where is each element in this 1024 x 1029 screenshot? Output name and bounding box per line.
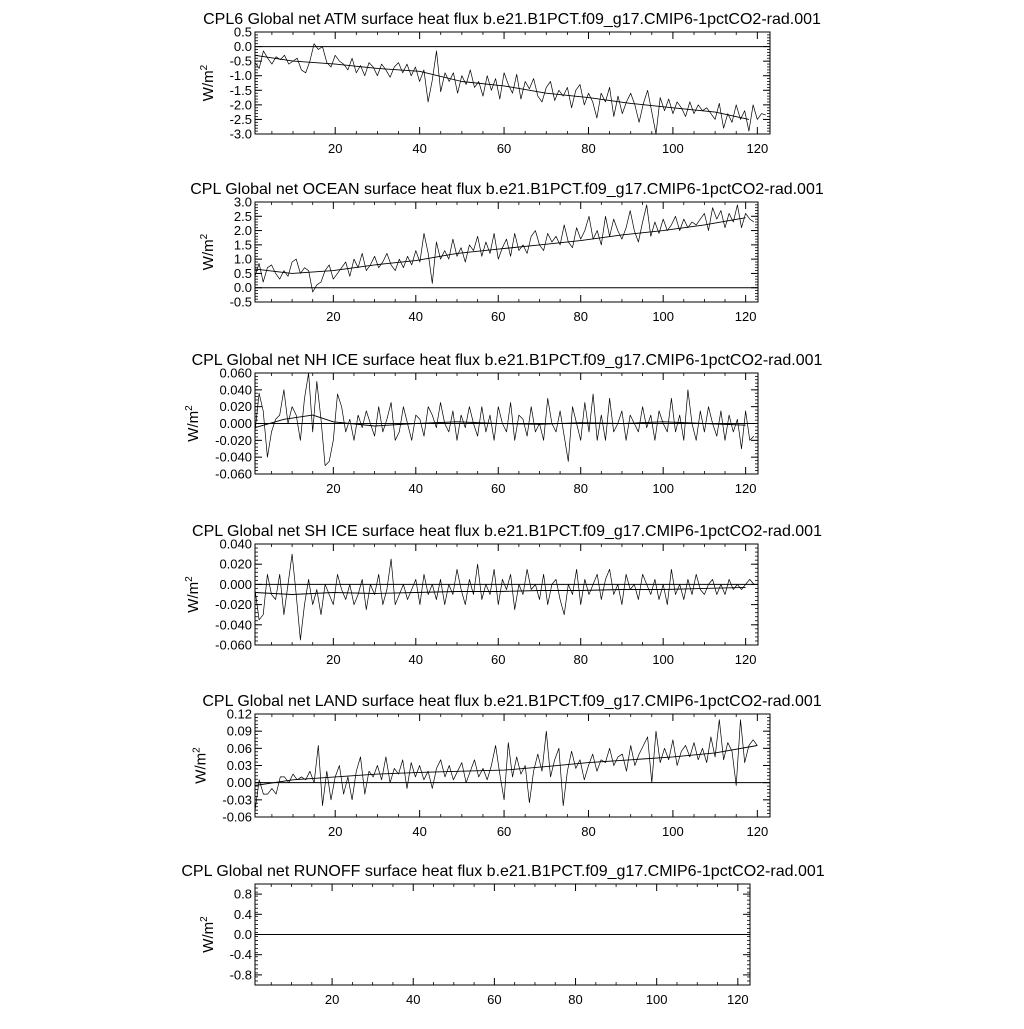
x-tick-label: 20 bbox=[324, 992, 340, 1007]
y-tick-label: -0.020 bbox=[215, 432, 252, 448]
x-tick-label: 120 bbox=[726, 992, 749, 1007]
panel-1 bbox=[199, 11, 821, 156]
x-tick-label: 60 bbox=[491, 481, 506, 496]
y-tick-label: -0.040 bbox=[215, 449, 252, 465]
y-tick-label: 1.0 bbox=[233, 251, 252, 267]
x-tick-label: 80 bbox=[573, 481, 588, 496]
running-mean-line bbox=[255, 218, 746, 274]
y-tick-label: 0.03 bbox=[226, 758, 252, 773]
y-tick-label: 0.8 bbox=[233, 886, 252, 902]
y-tick-label: 2.0 bbox=[233, 223, 252, 239]
x-tick-label: 100 bbox=[652, 481, 675, 496]
x-tick-label: 20 bbox=[326, 652, 341, 667]
y-tick-label: 0.0 bbox=[233, 280, 252, 296]
plot-frame bbox=[255, 32, 770, 134]
x-tick-label: 100 bbox=[662, 824, 684, 839]
y-tick-label: 3.0 bbox=[233, 194, 252, 210]
y-tick-label: -1.0 bbox=[229, 68, 252, 84]
x-tick-label: 120 bbox=[734, 481, 757, 496]
y-tick-label: 0.000 bbox=[219, 576, 252, 592]
panel-title: CPL6 Global net ATM surface heat flux b.e21.B1PCT.f09_g17.CMIP6-1pctCO2-rad.001 bbox=[203, 11, 821, 28]
x-tick-label: 40 bbox=[408, 481, 424, 496]
panel-title: CPL Global net OCEAN surface heat flux b.e21.B1PCT.f09_g17.CMIP6-1pctCO2-rad.001 bbox=[190, 181, 824, 198]
annual-series-line bbox=[255, 373, 754, 466]
x-tick-label: 20 bbox=[326, 309, 341, 324]
panel-title: CPL Global net RUNOFF surface heat flux b.e21.B1PCT.f09_g17.CMIP6-1pctCO2-rad.001 bbox=[181, 863, 825, 880]
y-axis-label-text: W/m bbox=[192, 752, 210, 784]
y-axis-label-superscript: 2 bbox=[199, 233, 210, 240]
y-axis-label bbox=[199, 916, 217, 953]
y-tick-label: -0.060 bbox=[215, 466, 252, 482]
x-tick-label: 40 bbox=[408, 309, 424, 324]
x-tick-label: 80 bbox=[568, 992, 583, 1007]
y-tick-label: 0.06 bbox=[226, 740, 252, 756]
x-tick-label: 100 bbox=[645, 992, 668, 1007]
x-tick-label: 80 bbox=[573, 309, 588, 324]
x-tick-label: 40 bbox=[412, 824, 427, 839]
annual-series-line bbox=[255, 554, 754, 640]
panel-5 bbox=[192, 693, 822, 839]
y-tick-label: -2.5 bbox=[229, 111, 252, 127]
x-tick-label: 120 bbox=[746, 141, 769, 156]
annual-series-line bbox=[255, 720, 757, 812]
panel-2 bbox=[190, 181, 824, 324]
x-tick-label: 20 bbox=[327, 141, 343, 156]
running-mean-line bbox=[255, 415, 746, 428]
y-axis-label bbox=[199, 233, 217, 270]
y-tick-label: -0.040 bbox=[215, 617, 252, 633]
y-axis-label bbox=[184, 405, 202, 442]
panel-4 bbox=[184, 523, 822, 667]
y-tick-label: 0.00 bbox=[226, 775, 252, 791]
y-tick-label: 0.5 bbox=[233, 265, 252, 281]
y-tick-label: 0.020 bbox=[219, 556, 252, 572]
y-tick-label: -0.060 bbox=[215, 637, 252, 653]
y-tick-label: -1.5 bbox=[229, 82, 252, 98]
x-tick-label: 40 bbox=[408, 652, 424, 667]
y-axis-label bbox=[199, 64, 217, 101]
y-tick-label: -0.020 bbox=[215, 597, 252, 613]
y-tick-label: 0.12 bbox=[226, 706, 252, 722]
x-tick-label: 40 bbox=[406, 992, 421, 1007]
x-tick-label: 100 bbox=[662, 141, 684, 156]
y-tick-label: 0.0 bbox=[233, 39, 252, 55]
y-tick-label: 0.0 bbox=[233, 927, 252, 942]
y-tick-label: -0.03 bbox=[222, 792, 252, 808]
x-tick-label: 60 bbox=[496, 141, 512, 156]
annual-series-line bbox=[255, 44, 766, 134]
x-tick-label: 40 bbox=[412, 141, 427, 156]
x-tick-label: 100 bbox=[652, 652, 675, 667]
panel-title: CPL Global net LAND surface heat flux b.e21.B1PCT.f09_g17.CMIP6-1pctCO2-rad.001 bbox=[202, 693, 822, 710]
y-tick-label: 0.020 bbox=[219, 399, 252, 415]
y-axis-label-superscript: 2 bbox=[199, 64, 210, 71]
y-tick-label: -0.4 bbox=[229, 947, 252, 963]
y-tick-label: 0.5 bbox=[233, 24, 252, 40]
y-axis-label bbox=[184, 576, 202, 613]
x-tick-label: 120 bbox=[734, 652, 757, 667]
x-tick-label: 80 bbox=[573, 652, 588, 667]
y-axis-label-superscript: 2 bbox=[199, 916, 210, 922]
y-axis-label-text: W/m bbox=[185, 581, 202, 613]
y-axis-label-text: W/m bbox=[200, 70, 217, 102]
y-tick-label: 0.4 bbox=[233, 906, 252, 922]
x-tick-label: 60 bbox=[487, 992, 502, 1007]
panel-3 bbox=[184, 352, 823, 496]
y-tick-label: -3.0 bbox=[229, 126, 252, 142]
x-tick-label: 80 bbox=[581, 141, 596, 156]
x-tick-label: 120 bbox=[746, 824, 769, 839]
y-axis-label-text: W/m bbox=[200, 239, 217, 271]
y-tick-label: -0.5 bbox=[229, 294, 252, 310]
x-tick-label: 80 bbox=[581, 824, 596, 839]
x-tick-label: 20 bbox=[327, 824, 343, 839]
y-tick-label: -2.0 bbox=[229, 97, 252, 113]
y-axis-label-text: W/m bbox=[185, 410, 202, 442]
y-tick-label: 0.040 bbox=[219, 536, 252, 552]
y-axis-label-text: W/m bbox=[200, 921, 217, 953]
y-tick-label: 0.060 bbox=[219, 365, 252, 381]
x-tick-label: 60 bbox=[496, 824, 512, 839]
y-tick-label: 0.000 bbox=[219, 416, 252, 431]
y-axis-label-superscript: 2 bbox=[191, 747, 203, 753]
y-axis-label-superscript: 2 bbox=[184, 576, 195, 582]
panel-title: CPL Global net SH ICE surface heat flux b.e21.B1PCT.f09_g17.CMIP6-1pctCO2-rad.001 bbox=[192, 523, 822, 540]
y-tick-label: -0.5 bbox=[229, 53, 252, 69]
y-tick-label: 0.040 bbox=[219, 382, 252, 398]
plot-frame bbox=[255, 714, 770, 817]
y-tick-label: -0.8 bbox=[229, 967, 252, 983]
y-tick-label: 0.09 bbox=[226, 723, 252, 739]
x-tick-label: 60 bbox=[491, 652, 506, 667]
y-tick-label: 1.5 bbox=[233, 237, 252, 253]
y-tick-label: 2.5 bbox=[233, 208, 252, 224]
plot-frame bbox=[255, 202, 758, 302]
x-tick-label: 20 bbox=[326, 481, 341, 496]
panel-6 bbox=[181, 863, 824, 1007]
y-axis-label-superscript: 2 bbox=[184, 405, 195, 411]
x-tick-label: 100 bbox=[652, 309, 675, 324]
panel-title: CPL Global net NH ICE surface heat flux b.e21.B1PCT.f09_g17.CMIP6-1pctCO2-rad.001 bbox=[191, 352, 823, 369]
x-tick-label: 120 bbox=[734, 309, 757, 324]
x-tick-label: 60 bbox=[491, 309, 506, 324]
y-axis-label bbox=[192, 747, 210, 784]
running-mean-line bbox=[255, 746, 757, 786]
y-tick-label: -0.06 bbox=[222, 809, 252, 825]
